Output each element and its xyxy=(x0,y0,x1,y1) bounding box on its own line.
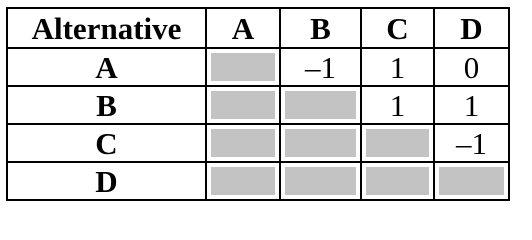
cell-a-c: 1 xyxy=(361,48,434,86)
cell-d-b xyxy=(280,162,361,200)
table-row xyxy=(7,124,509,162)
header-alternative: Alternative xyxy=(7,8,206,48)
cell-c-d: –1 xyxy=(434,124,509,162)
cell-c-a xyxy=(206,124,280,162)
header-row xyxy=(7,8,509,48)
comparison-matrix xyxy=(6,7,510,201)
table-row xyxy=(7,48,509,86)
cell-b-a xyxy=(206,86,280,124)
row-label-d: D xyxy=(7,162,206,200)
cell-b-b xyxy=(280,86,361,124)
row-label-b: B xyxy=(7,86,206,124)
cell-d-d xyxy=(434,162,509,200)
cell-b-d: 1 xyxy=(434,86,509,124)
cell-b-c: 1 xyxy=(361,86,434,124)
table-row xyxy=(7,162,509,200)
header-d: D xyxy=(434,8,509,48)
cell-d-c xyxy=(361,162,434,200)
cell-c-b xyxy=(280,124,361,162)
header-b: B xyxy=(280,8,361,48)
cell-a-b: –1 xyxy=(280,48,361,86)
header-a: A xyxy=(206,8,280,48)
cell-a-a xyxy=(206,48,280,86)
header-c: C xyxy=(361,8,434,48)
cell-c-c xyxy=(361,124,434,162)
table-row xyxy=(7,86,509,124)
cropped-caption-fragment xyxy=(0,0,532,7)
cell-a-d: 0 xyxy=(434,48,509,86)
row-label-a: A xyxy=(7,48,206,86)
cell-d-a xyxy=(206,162,280,200)
row-label-c: C xyxy=(7,124,206,162)
